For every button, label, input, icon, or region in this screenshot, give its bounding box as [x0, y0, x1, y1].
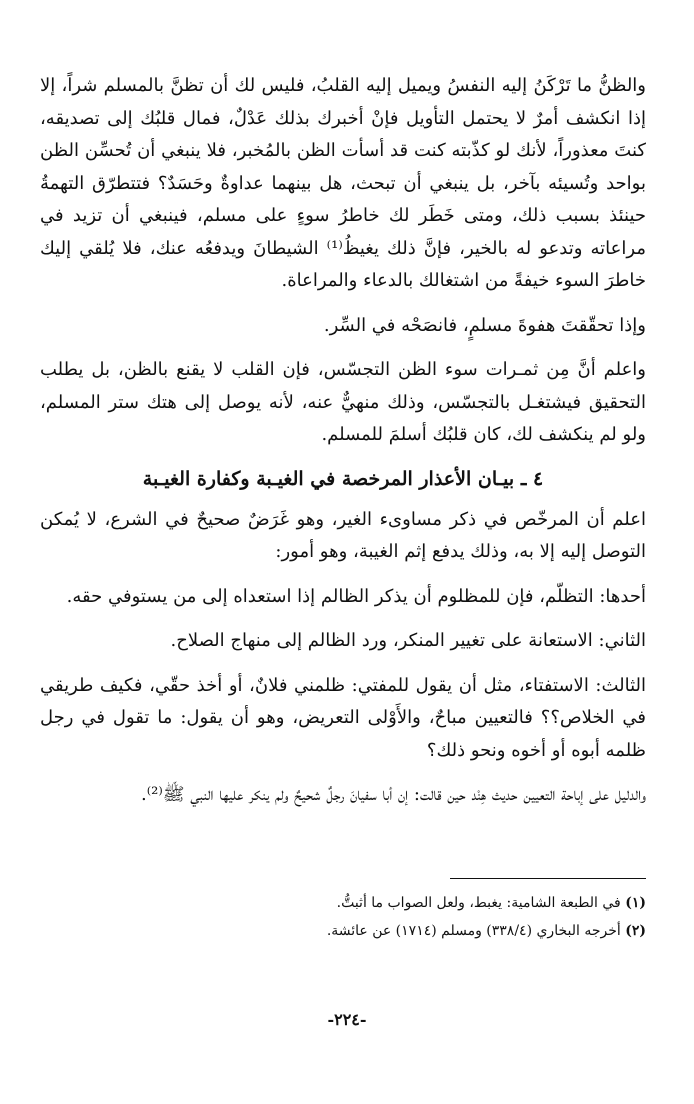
paragraph-spying: واعلم أنَّ مِن ثمـرات سوء الظن التجسّس، فإن القلب لا يقنع بالظن، بل يطلب التحقيق فيشتغـل بالتجسّس، وذلك منهيٌّ عنه، لأنه يوصل إلى هتك ستر المسلم، ولو لم ينكشف لك، كان قلبُك أسلمَ للمسلم. — [40, 359, 646, 445]
paragraph-suspicion: والظنُّ ما تَرْكَنُ إليه النفسُ ويميل إليه القلبُ، فليس لك أن تظنَّ بالمسلم شراً، إلا إذا انكشف أمرٌ لا يحتمل التأويل فإنْ أخبرك بذلك عَدْلٌ، فمال قلبُك إلى تصديقه، كنتَ معذوراً، لأنك لو كذّبته كنت قد أسأت الظن بالمُخبر، فلا ينبغي أن تُحسِّن الظن بواحد وتُسيئه بآخر، بل ينبغي أن تبحث، هل بينهما عداوةٌ وحَسَدٌ؟ فتتطرّق التهمةُ حينئذ بسبب ذلك، ومتى خَطَر لك خاطرُ سوءٍ على مسلم، فينبغي أن تزيد في مراعاته وتدعو له بالخير، فإنَّ ذلك يغيظُ⁽¹⁾ الشيطانَ ويدفعُه عنك، فلا يُلقي إليك خاطرَ السوء خيفةً من اشتغالك بالدعاء والمراعاة. — [40, 75, 647, 291]
footnote-number: (١) — [625, 894, 646, 911]
paragraph-advice: وإذا تحقّقتَ هفوةَ مسلمٍ، فانصَحْه في السِّر. — [323, 314, 646, 336]
section-heading: ٤ ـ بيـان الأعذار المرخصة في الغيـبة وكفارة الغيـبة — [142, 467, 544, 490]
paragraph-first-excuse: أحدها: التظلّم، فإن للمظلوم أن يذكر الظالم إذا استعداه إلى من يستوفي حقه. — [66, 585, 646, 607]
footnote-divider — [450, 878, 646, 879]
footnote-2 — [40, 917, 646, 945]
paragraph-third-excuse: الثالث: الاستفتاء، مثل أن يقول للمفتي: ظلمني فلانٌ، أو أخذ حقّي، فكيف طريقي في الخلاص؟؟ فالتعيين مباحٌ، والأَوْلى التعريض، وهو أن يقول: ما تقول في رجل ظلمه أبوه أو أخوه ونحو ذلك؟ — [40, 674, 646, 761]
paragraph-excuses-intro: اعلم أن المرخّص في ذكر مساوىء الغير، وهو غَرَضٌ صحيحٌ في الشرع، لا يُمكن التوصل إليه إلا به، وذلك يدفع إثم الغيبة، وهو أمور: — [40, 508, 646, 562]
paragraph-second-excuse: الثاني: الاستعانة على تغيير المنكر، ورد الظالم إلى منهاج الصلاح. — [170, 630, 646, 651]
footnote-1 — [40, 889, 646, 917]
footnote-text: أخرجه البخاري (٣٣٨/٤) ومسلم (١٧١٤) عن عائشة. — [326, 922, 621, 939]
footnote-text: في الطبعة الشامية: يغبط، ولعل الصواب ما أثبتُّ. — [336, 894, 621, 911]
page-number: -٢٢٤- — [327, 1010, 367, 1029]
footnote-number: (٢) — [625, 922, 646, 939]
paragraph-evidence: والدليل على إباحة التعيين حديث هِنْد حين قالت: إن أبا سفيانَ رجلٌ شحيحٌ ولم ينكر عليها النبي ﷺ⁽²⁾. — [141, 784, 646, 805]
